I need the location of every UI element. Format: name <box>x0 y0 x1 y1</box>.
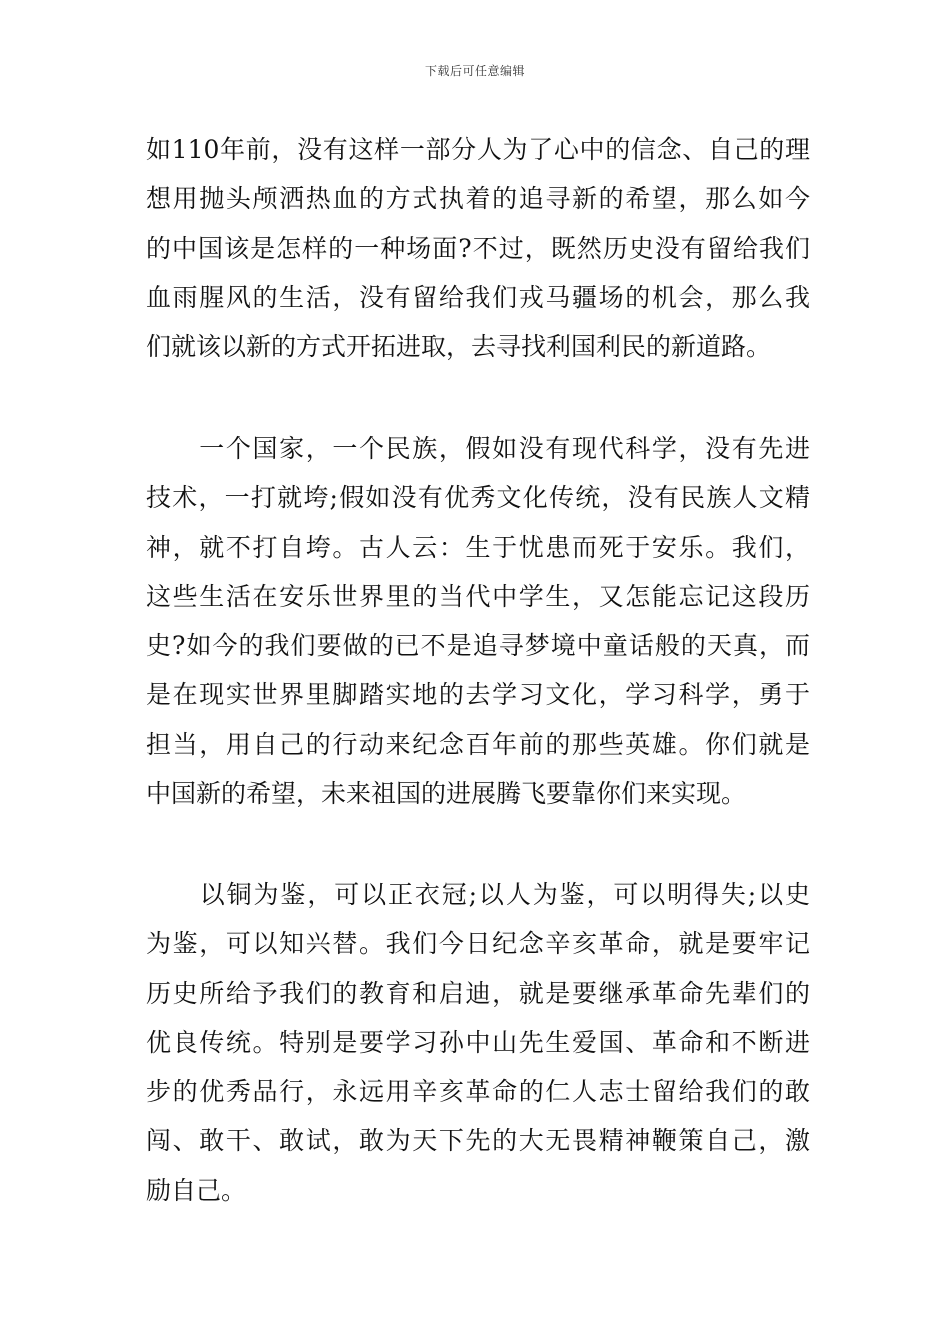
text-line: 血雨腥风的生活，没有留给我们戎马疆场的机会，那么我 <box>146 282 810 312</box>
text-line: 一个国家，一个民族，假如没有现代科学，没有先进 <box>146 434 810 463</box>
text-line: 担当，用自己的行动来纪念百年前的那些英雄。你们就是 <box>146 729 810 759</box>
paragraph-1 <box>146 125 810 371</box>
text-line: 优良传统。特别是要学习孙中山先生爱国、革命和不断进 <box>146 1027 810 1057</box>
text-line: 技术，一打就垮;假如没有优秀文化传统，没有民族人文精 <box>146 483 810 513</box>
paragraph-2 <box>146 424 810 818</box>
text-line: 史?如今的我们要做的已不是追寻梦境中童话般的天真，而 <box>146 631 810 661</box>
text-line: 闯、敢干、敢试，敢为天下先的大无畏精神鞭策自己，激 <box>146 1126 810 1156</box>
text-line: 神，就不打自垮。古人云：生于忧患而死于安乐。我们， <box>146 532 810 562</box>
text-line: 想用抛头颅洒热血的方式执着的追寻新的希望，那么如今 <box>146 184 810 214</box>
text-line: 是在现实世界里脚踏实地的去学习文化，学习科学，勇于 <box>146 680 810 710</box>
paragraph-3 <box>146 870 810 1215</box>
text-line: 们就该以新的方式开拓进取，去寻找利国利民的新道路。 <box>146 332 772 362</box>
text-line: 的中国该是怎样的一种场面?不过，既然历史没有留给我们 <box>146 233 810 263</box>
text-line: 如110年前，没有这样一部分人为了心中的信念、自己的理 <box>146 135 810 164</box>
text-line: 步的优秀品行，永远用辛亥革命的仁人志士留给我们的敢 <box>146 1077 810 1107</box>
text-line: 励自己。 <box>146 1175 247 1205</box>
header-note: 下载后可任意编辑 <box>424 64 525 78</box>
text-line: 为鉴，可以知兴替。我们今日纪念辛亥革命，就是要牢记 <box>146 929 810 959</box>
text-line: 中国新的希望，未来祖国的进展腾飞要靠你们来实现。 <box>146 779 747 809</box>
text-line: 以铜为鉴，可以正衣冠;以人为鉴，可以明得失;以史 <box>146 880 810 909</box>
text-line: 历史所给予我们的教育和启迪，就是要继承革命先辈们的 <box>146 978 810 1008</box>
text-line: 这些生活在安乐世界里的当代中学生，又怎能忘记这段历 <box>146 581 810 611</box>
